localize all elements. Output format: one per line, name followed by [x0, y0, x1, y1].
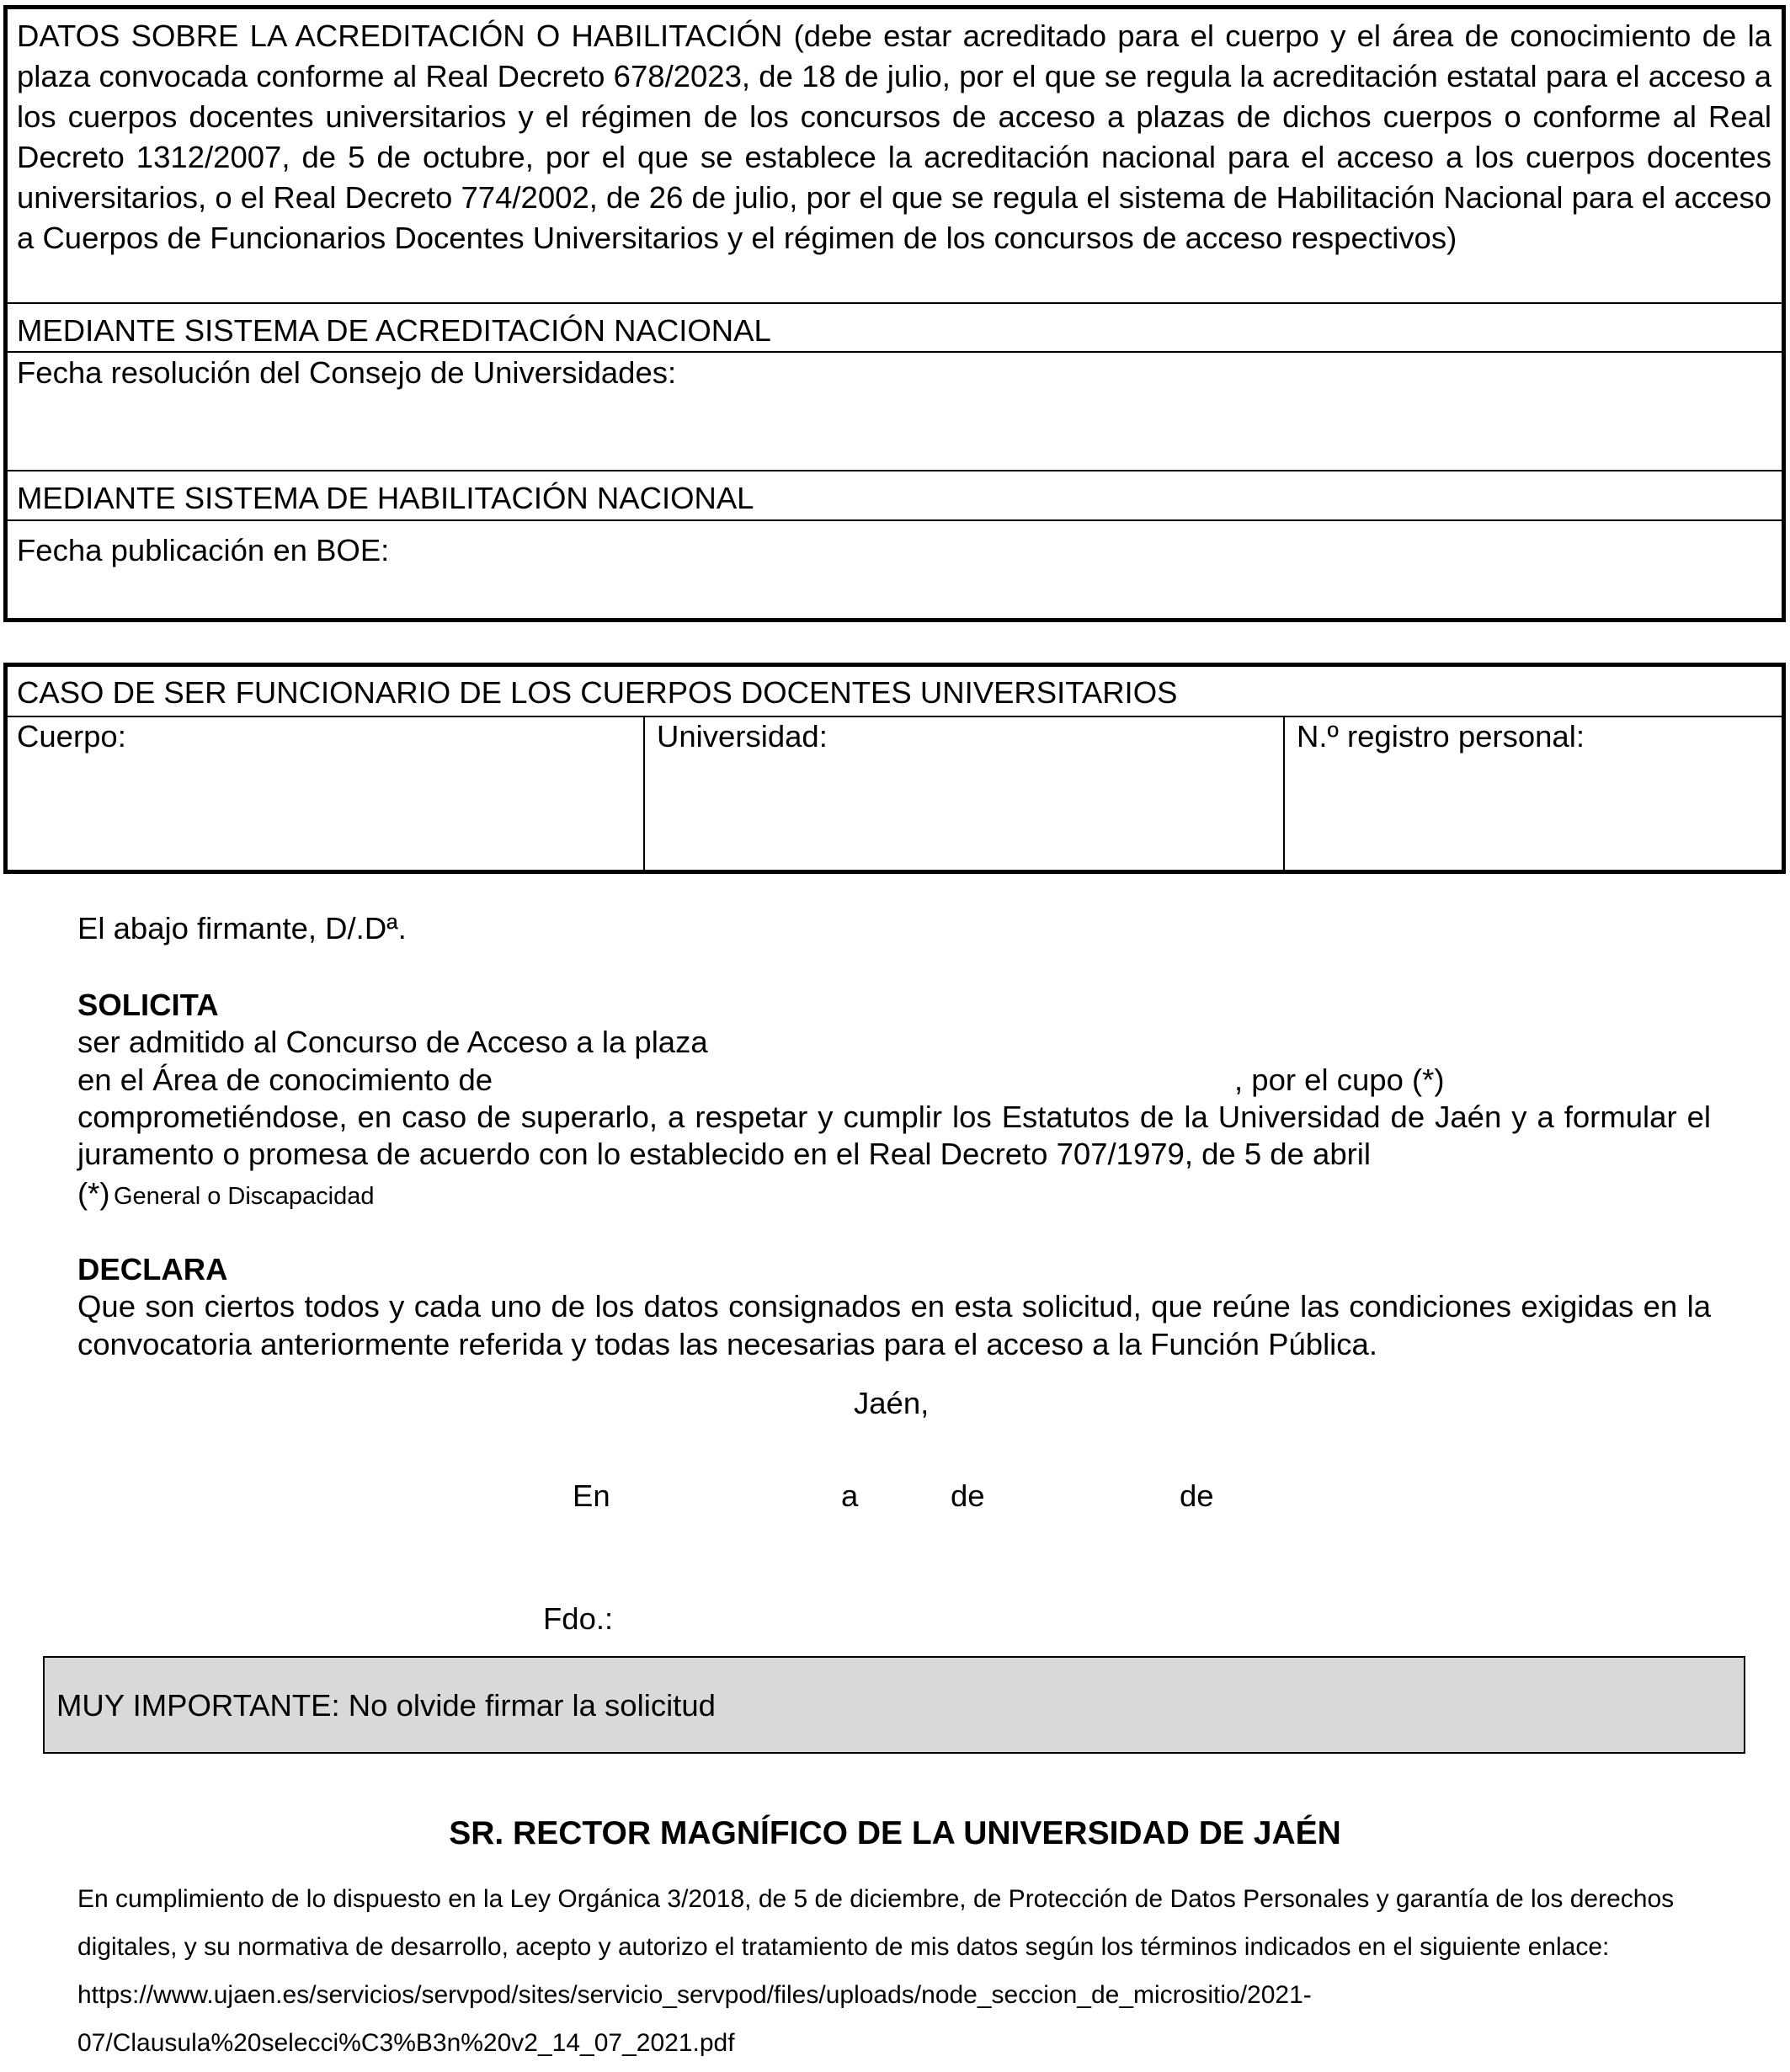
registry-label: N.º registro personal:	[1297, 719, 1585, 754]
body-field[interactable]	[8, 758, 640, 867]
body-label: Cuerpo:	[17, 719, 126, 754]
signature-field[interactable]	[623, 1583, 1381, 1640]
quota-field[interactable]	[1469, 1060, 1709, 1099]
quota-text: , por el cupo (*)	[1234, 1063, 1445, 1097]
national-habilitation-title: MEDIANTE SISTEMA DE HABILITACIÓN NACIONAL	[17, 481, 754, 515]
declara-heading: DECLARA	[77, 1252, 228, 1286]
council-resolution-date-label: Fecha resolución del Consejo de Universidades:	[17, 355, 677, 390]
registry-field[interactable]	[1288, 758, 1781, 867]
civil-servant-title: CASO DE SER FUNCIONARIO DE LOS CUERPOS DOCENTES UNIVERSITARIOS	[17, 675, 1178, 710]
footnote	[77, 1174, 374, 1219]
important-notice-text: MUY IMPORTANTE: No olvide firmar la solicitud	[56, 1688, 716, 1723]
footnote-text: General o Discapacidad	[113, 1183, 375, 1210]
boe-publication-date-field[interactable]	[8, 573, 1781, 616]
council-resolution-date-field[interactable]	[8, 396, 1781, 468]
commitment-text: comprometiéndose, en caso de superarlo, a respetar y cumplir los Estatutos de la Universidad de Jaén y a formular el juramento o promesa de acuerdo con lo establecido en el Real Decreto 707/1979, de 5 de abril	[77, 1100, 1711, 1171]
boe-publication-date-label: Fecha publicación en BOE:	[17, 533, 390, 567]
privacy-text-line-1: En cumplimiento de lo dispuesto en la Ley Orgánica 3/2018, de 5 de diciembre, de Protección de Datos Personales y garantía de los derechos	[77, 1885, 1675, 1913]
privacy-link-line-1[interactable]: https://www.ujaen.es/servicios/servpod/sites/servicio_servpod/files/uploads/node_seccion_de_micrositio/2021-	[77, 1981, 1312, 2009]
privacy-link-line-2[interactable]: 07/Clausula%20selecci%C3%B3n%20v2_14_07_2021.pdf	[77, 2029, 735, 2057]
day-field[interactable]	[867, 1476, 943, 1516]
place-label: En	[573, 1478, 610, 1513]
university-label: Universidad:	[657, 719, 828, 754]
divider	[1283, 716, 1285, 871]
day-label: a	[841, 1478, 859, 1513]
signer-label: El abajo firmante, D/.Dª.	[77, 911, 407, 945]
signer-name-field[interactable]	[438, 908, 1709, 949]
month-label: de	[951, 1478, 985, 1513]
area-text: en el Área de conocimiento de	[77, 1063, 493, 1097]
year-label: de	[1180, 1478, 1214, 1513]
national-accreditation-title: MEDIANTE SISTEMA DE ACREDITACIÓN NACIONAL	[17, 313, 771, 348]
declaration-text: Que son ciertos todos y cada uno de los datos consignados en esta solicitud, que reúne las condiciones exigidas en la convocatoria anteriormente referida y todas las necesarias para el acceso a la Función Pública.	[77, 1289, 1711, 1361]
addressee-title: SR. RECTOR MAGNÍFICO DE LA UNIVERSIDAD DE JAÉN	[449, 1815, 1341, 1851]
signature-label: Fdo.:	[543, 1601, 614, 1636]
year-field[interactable]	[1225, 1476, 1393, 1516]
solicita-heading: SOLICITA	[77, 988, 219, 1022]
admission-text: ser admitido al Concurso de Acceso a la plaza	[77, 1025, 708, 1059]
divider	[7, 302, 1782, 304]
divider	[7, 470, 1782, 471]
place-field[interactable]	[619, 1476, 829, 1516]
position-field[interactable]	[775, 1022, 1709, 1061]
month-field[interactable]	[998, 1476, 1175, 1516]
knowledge-area-field[interactable]	[530, 1060, 1229, 1099]
footnote-marker: (*)	[77, 1176, 110, 1211]
signature-city: Jaén,	[854, 1386, 930, 1420]
divider	[643, 716, 645, 871]
divider	[7, 519, 1782, 521]
accreditation-header: DATOS SOBRE LA ACREDITACIÓN O HABILITACIÓN (debe estar acreditado para el cuerpo y el área de conocimiento de la plaza convocada conforme al Real Decreto 678/2023, de 18 de julio, por el que se regula la acreditación estatal para el acceso a los cuerpos docentes universitarios y el régimen de los concursos de acceso a plazas de dichos cuerpos o conforme al Real Decreto 1312/2007, de 5 de octubre, por el que se establece la acreditación nacional para el acceso a los cuerpos docentes universitarios, o el Real Decreto 774/2002, de 26 de julio, por el que se regula el sistema de Habilitación Nacional para el acceso a Cuerpos de Funcionarios Docentes Universitarios y el régimen de los concursos de acceso respectivos)	[17, 19, 1771, 255]
university-field[interactable]	[648, 758, 1280, 867]
privacy-text-line-2: digitales, y su normativa de desarrollo, acepto y autorizo el tratamiento de mis datos según los términos indicados en el siguiente enlace:	[77, 1933, 1610, 1961]
